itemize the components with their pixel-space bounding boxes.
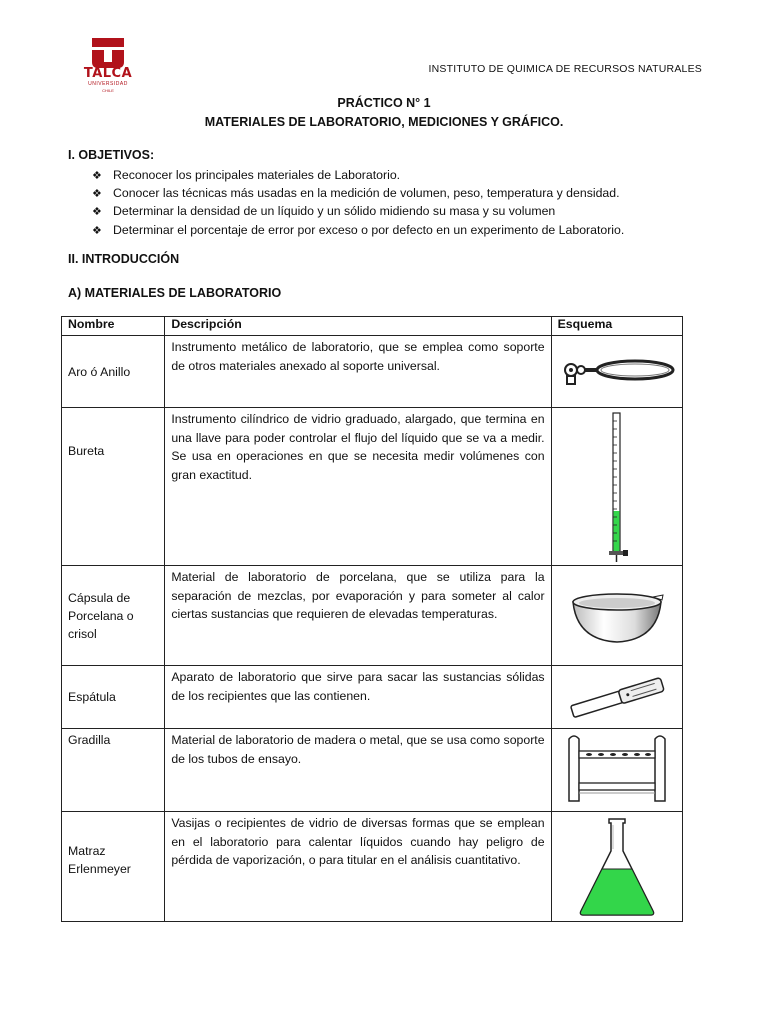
- page-subtitle: MATERIALES DE LABORATORIO, MEDICIONES Y GRÁFICO.: [204, 115, 564, 129]
- material-description: Aparato de laboratorio que sirve para sacar las sustancias sólidas de los recipientes que las contienen.: [165, 666, 551, 729]
- logo-subtitle: UNIVERSIDAD: [88, 81, 128, 87]
- materials-table: [61, 316, 683, 922]
- list-item: ❖ Determinar la densidad de un líquido y un sólido midiendo su masa y su volumen: [92, 202, 624, 220]
- page-title: PRÁCTICO N° 1: [337, 96, 431, 110]
- material-name: Cápsula de Porcelana o crisol: [62, 566, 165, 666]
- test-tube-rack-icon: [565, 733, 669, 805]
- material-description: Instrumento metálico de laboratorio, que se emplea como soporte de otros materiales anexado al soporte universal.: [165, 336, 551, 408]
- column-header-scheme: Esquema: [551, 317, 682, 336]
- spatula-icon: [562, 672, 672, 722]
- table-row: [62, 729, 683, 812]
- column-header-name: Nombre: [62, 317, 165, 336]
- institute-name: INSTITUTO DE QUIMICA DE RECURSOS NATURALES: [428, 63, 702, 75]
- list-item: ❖ Conocer las técnicas más usadas en la medición de volumen, peso, temperatura y densidad.: [92, 184, 624, 202]
- table-row: [62, 566, 683, 666]
- diamond-bullet-icon: ❖: [92, 170, 102, 182]
- material-name: Matraz Erlenmeyer: [62, 812, 165, 922]
- diamond-bullet-icon: ❖: [92, 188, 102, 201]
- column-header-description: Descripción: [165, 317, 551, 336]
- erlenmeyer-flask-icon: [577, 815, 657, 919]
- material-description: Instrumento cilíndrico de vidrio graduado, alargado, que termina en una llave para poder controlar el flujo del líquido que se va a medir. Se usa en operaciones en que se necesita medir volúmenes con gran exactitud.: [165, 408, 551, 566]
- table-header-row: [62, 317, 683, 336]
- table-row: [62, 666, 683, 729]
- materials-subheading: A) MATERIALES DE LABORATORIO: [68, 286, 282, 300]
- diamond-bullet-icon: ❖: [92, 224, 102, 237]
- objectives-list: [92, 166, 624, 239]
- objectives-heading: I. OBJETIVOS:: [68, 148, 155, 162]
- material-description: Material de laboratorio de madera o metal, que se usa como soporte de los tubos de ensayo.: [165, 729, 551, 812]
- list-item: ❖ Reconocer los principales materiales de Laboratorio.: [92, 166, 624, 184]
- introduction-heading: II. INTRODUCCIÓN: [68, 252, 180, 266]
- material-description: Material de laboratorio de porcelana, que se utiliza para la separación de mezclas, por evaporación y para someter al calor ciertas sustancias que requieren de elevadas temperaturas.: [165, 566, 551, 666]
- material-name: Gradilla: [62, 729, 165, 812]
- burette-icon: [597, 411, 637, 563]
- material-name: Bureta: [62, 408, 165, 566]
- porcelain-dish-icon: [567, 588, 667, 648]
- material-name: Aro ó Anillo: [62, 336, 165, 408]
- table-row: [62, 812, 683, 922]
- list-item: ❖ Determinar el porcentaje de error por exceso o por defecto en un experimento de Laboratorio.: [92, 221, 624, 239]
- logo-wordmark: TALCA: [83, 66, 133, 81]
- table-row: [62, 336, 683, 408]
- logo-country: CHILE: [102, 88, 114, 93]
- diamond-bullet-icon: ❖: [92, 206, 102, 219]
- material-description: Vasijas o recipientes de vidrio de diversas formas que se emplean en el laboratorio para calentar líquidos cuando hay peligro de pérdida de vaporización, o para titular en el análisis cuantitativo.: [165, 812, 551, 922]
- ring-clamp-icon: [557, 350, 677, 390]
- material-name: Espátula: [62, 666, 165, 729]
- table-row: [62, 408, 683, 566]
